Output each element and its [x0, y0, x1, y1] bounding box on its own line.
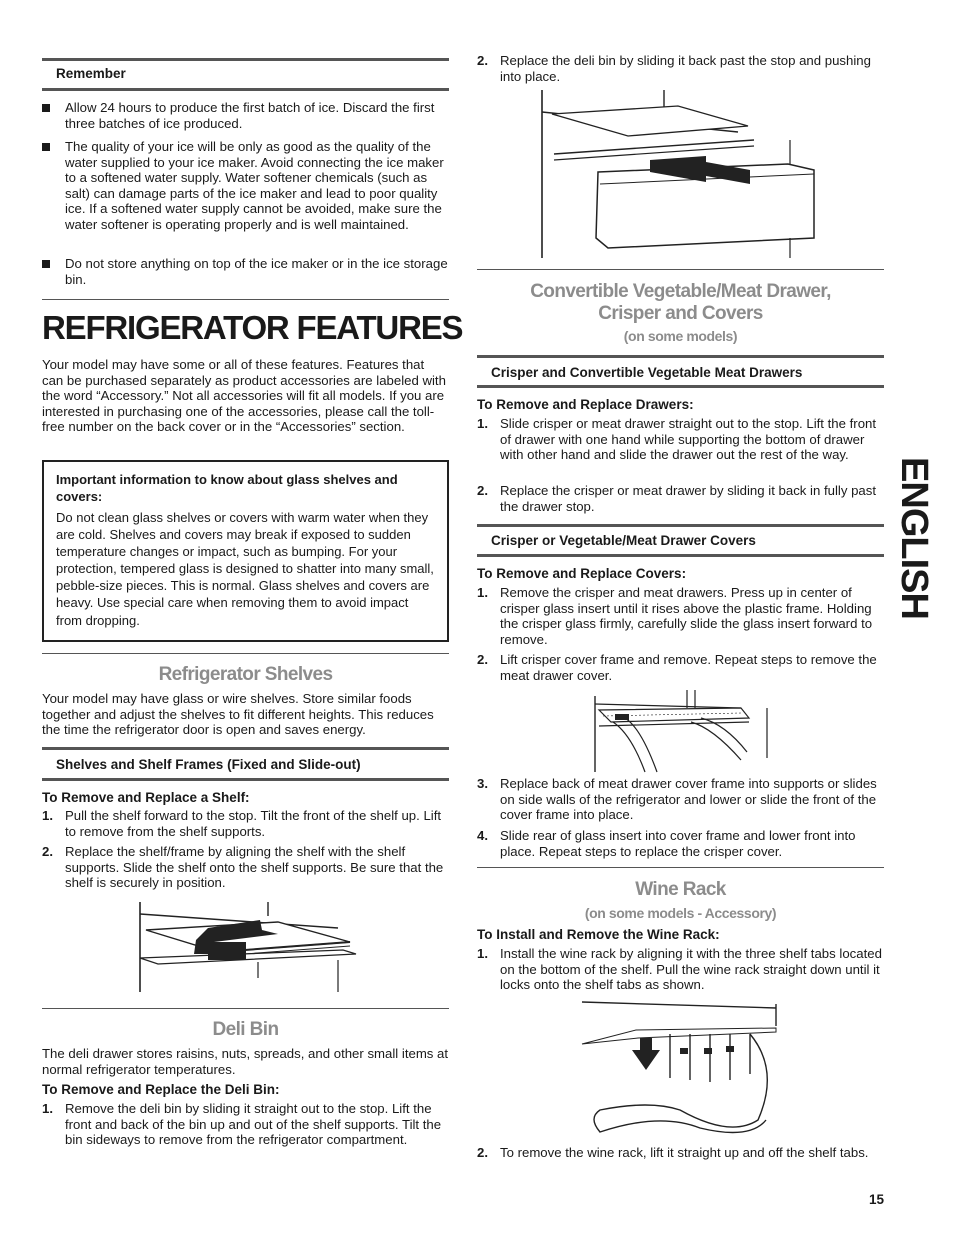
divider: [42, 58, 449, 61]
step-number: 2.: [477, 652, 488, 667]
glass-warning-body: Do not clean glass shelves or covers with warm water when they are cold. Shelves and covers may break if exposed to sudden temperature changes or impact, such as bumping. For your protection, tempered glass is designed to shatter into many small, pebble-size pieces. This is normal. Glass shelves and covers are heavy. Use special care when removing them to avoid impact from dropping.: [56, 510, 434, 628]
crisper-note: (on some models): [623, 328, 738, 344]
deli-step: Replace the deli bin by sliding it back past the stop and pushing into place.: [500, 53, 871, 84]
divider: [477, 867, 884, 868]
section-heading-wine: Wine Rack: [635, 879, 726, 900]
drawer-step: Replace the crisper or meat drawer by sliding it back in fully past the drawer stop.: [500, 483, 877, 514]
shelf-step: Replace the shelf/frame by aligning the shelf with the shelf supports. Slide the shelf onto the shelf supports. Be sure that the shelf is securely in position.: [65, 844, 444, 891]
cover-step: Replace back of meat drawer cover frame into supports or slides on side walls of the refrigerator and lower or slide the front of the cover frame into place.: [500, 776, 877, 823]
remember-heading: Remember: [56, 66, 126, 81]
crisper-subheading-drawers: Crisper and Convertible Vegetable Meat Drawers: [491, 365, 803, 380]
step-number: 2.: [477, 1145, 488, 1160]
divider: [42, 1008, 449, 1009]
drawer-step: Slide crisper or meat drawer straight out to the stop. Lift the front of drawer with one hand while supporting the bottom of drawer with other hand and slide the drawer out the rest of the way.: [500, 416, 877, 463]
wine-step: Install the wine rack by aligning it with the three shelf tabs located on the bottom of the shelf. Pull the wine rack straight down until it locks onto the shelf tabs as shown.: [500, 946, 882, 993]
divider: [42, 747, 449, 750]
wine-note: (on some models - Accessory): [584, 905, 777, 921]
bullet-icon: [42, 260, 50, 268]
divider: [42, 299, 449, 300]
remember-bullet: The quality of your ice will be only as good as the quality of the water supplied to your ice maker. Avoid connecting the ice maker to a softened water supply. Water softener chemicals (such as salt) can damage parts of the ice maker and lead to poor quality ice. If a softened water supply cannot be avoided, make sure the water softener is operating properly and is well maintained.: [65, 139, 444, 232]
step-number: 1.: [42, 808, 53, 823]
divider: [42, 653, 449, 654]
section-heading-deli: Deli Bin: [212, 1019, 279, 1040]
glass-warning-box: [42, 460, 449, 642]
deli-bin-illustration: [538, 88, 828, 260]
covers-howto: To Remove and Replace Covers:: [477, 566, 687, 581]
divider: [477, 554, 884, 557]
section-heading-crisper-line1: Convertible Vegetable/Meat Drawer,: [530, 281, 831, 302]
page-number: 15: [868, 1192, 884, 1207]
remember-bullet: Allow 24 hours to produce the first batch of ice. Discard the first three batches of ice produced.: [65, 100, 435, 131]
divider: [477, 269, 884, 270]
step-number: 4.: [477, 828, 488, 843]
crisper-subheading-covers: Crisper or Vegetable/Meat Drawer Covers: [491, 533, 756, 548]
features-intro: Your model may have some or all of these features. Features that can be purchased separately as product accessories are labeled with the word “Accessory.” Not all accessories will fit all models. If you are interested in purchasing one of the accessories, please call the toll-free number on the back cover or in the “Accessories” section.: [42, 357, 446, 435]
step-number: 3.: [477, 776, 488, 791]
step-number: 2.: [477, 483, 488, 498]
step-number: 2.: [42, 844, 53, 859]
shelf-step: Pull the shelf forward to the stop. Tilt the front of the shelf up. Lift to remove from the shelf supports.: [65, 808, 442, 839]
deli-step: Remove the deli bin by sliding it straight out to the stop. Lift the front and back of the bin up and out of the shelf supports. Tilt the bin sideways to remove from the refrigerator compartment.: [65, 1101, 442, 1148]
step-number: 1.: [477, 946, 488, 961]
deli-intro: The deli drawer stores raisins, nuts, spreads, and other small items at normal refrigerator temperatures.: [42, 1046, 449, 1077]
shelves-howto: To Remove and Replace a Shelf:: [42, 790, 250, 805]
wine-step: To remove the wine rack, lift it straight up and off the shelf tabs.: [500, 1145, 869, 1160]
shelves-intro: Your model may have glass or wire shelves. Store similar foods together and adjust the shelves to fit different heights. This reduces the time the refrigerator door is open and saves energy.: [42, 691, 434, 738]
page-title: REFRIGERATOR FEATURES: [42, 309, 463, 346]
divider: [477, 524, 884, 527]
step-number: 2.: [477, 53, 488, 68]
step-number: 1.: [42, 1101, 53, 1116]
deli-howto: To Remove and Replace the Deli Bin:: [42, 1082, 280, 1097]
remember-bullet: Do not store anything on top of the ice maker or in the ice storage bin.: [65, 256, 448, 287]
cover-step: Slide rear of glass insert into cover frame and lower front into place. Repeat steps to replace the crisper cover.: [500, 828, 856, 859]
language-tab-label: ENGLISH: [893, 457, 935, 619]
cover-step: Lift crisper cover frame and remove. Repeat steps to remove the meat drawer cover.: [500, 652, 877, 683]
drawers-howto: To Remove and Replace Drawers:: [477, 397, 694, 412]
divider: [42, 88, 449, 91]
crisper-cover-illustration: [591, 688, 771, 774]
shelf-illustration: [138, 900, 360, 994]
step-number: 1.: [477, 416, 488, 431]
step-number: 1.: [477, 585, 488, 600]
section-heading-shelves: Refrigerator Shelves: [158, 664, 333, 685]
bullet-icon: [42, 143, 50, 151]
divider: [477, 355, 884, 358]
cover-step: Remove the crisper and meat drawers. Press up in center of crisper glass insert until it rises above the plastic frame. Holding the crisper glass firmly, carefully slide the glass insert forward to remove.: [500, 585, 873, 647]
language-tab: [893, 448, 935, 628]
divider: [477, 385, 884, 388]
shelves-subheading: Shelves and Shelf Frames (Fixed and Slide-out): [56, 757, 361, 772]
glass-warning-heading: Important information to know about glass shelves and covers:: [56, 472, 398, 504]
divider: [42, 778, 449, 781]
section-heading-crisper-line2: Crisper and Covers: [598, 303, 763, 324]
bullet-icon: [42, 104, 50, 112]
wine-rack-illustration: [580, 1000, 780, 1142]
wine-howto: To Install and Remove the Wine Rack:: [477, 927, 720, 942]
